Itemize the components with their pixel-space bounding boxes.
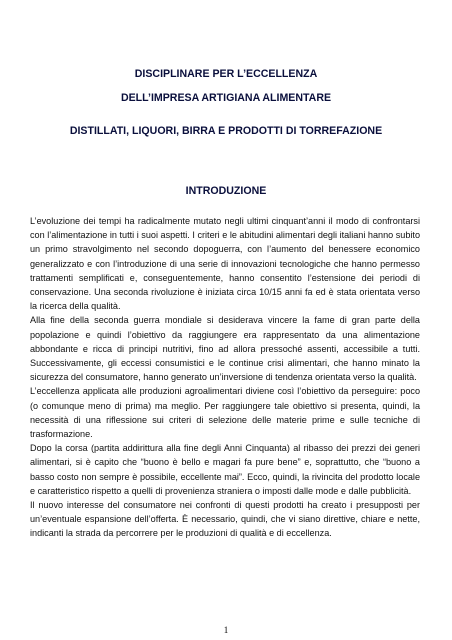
document-title-line-2: DELL’IMPRESA ARTIGIANA ALIMENTARE — [120, 92, 332, 104]
document-subtitle: DISTILLATI, LIQUORI, BIRRA E PRODOTTI DI TORREFAZIONE — [69, 125, 383, 137]
paragraph: Alla fine della seconda guerra mondiale si desiderava vincere la fame di gran parte della popolazione e quindi l’obiettivo da raggiungere era rappresentato da una alimentazione abbondante e ricca di principi nutritivi, fino ad allora pressoché assenti, accessibile a tutti. Successivamente, gli eccessi consumistici e le continue crisi alimentari, che hanno minato la sicurezza del consumatore, hanno generato un’inversione di tendenza orientata verso la qualità. — [30, 315, 420, 383]
paragraph: L’evoluzione dei tempi ha radicalmente mutato negli ultimi cinquant’anni il modo di confrontarsi con l’alimentazione in tutti i suoi aspetti. I criteri e le abitudini alimentari degli italiani hanno subito un primo stravolgimento nel secondo dopoguerra, con l’aumento del benessere economico generalizzato e con l’introduzione di una serie di innovazioni tecnologiche che hanno permesso trattamenti semplificati e, conseguentemente, hanno consentito l’estensione dei periodi di conservazione. Una seconda rivoluzione è iniziata circa 10/15 anni fa ed è stata orientata verso la ricerca della qualità. — [30, 216, 420, 312]
paragraph: Dopo la corsa (partita addirittura alla fine degli Anni Cinquanta) al ribasso dei prezzi dei generi alimentari, si è capito che “buono è bello e magari fa pure bene” e, soprattutto, che “buono a basso costo non sempre è possibile, eccellente mai”. Ecco, quindi, la rivincita del prodotto locale e caratteristico rispetto a quelli di provenienza straniera o imposti dalle mode e dalle pubblicità. — [30, 443, 420, 496]
section-heading: INTRODUZIONE — [185, 185, 267, 197]
paragraph: Il nuovo interesse del consumatore nei confronti di questi prodotti ha creato i presupposti per un’eventuale espansione dell’offerta. È necessario, quindi, che vi siano direttive, chiare e nette, indicanti la strada da percorrere per le produzioni di qualità e di eccellenza. — [30, 500, 420, 539]
paragraph: L’eccellenza applicata alle produzioni agroalimentari diviene così l’obiettivo da perseguire: poco (o comunque meno di prima) ma meglio. Per raggiungere tale obiettivo si presenta, quindi, la necessità di una riflessione sui criteri di selezione delle materie prime e sulle tecniche di trasformazione. — [30, 386, 420, 440]
page-number: 1 — [223, 625, 229, 635]
document-title-line-1: DISCIPLINARE PER L’ECCELLENZA — [134, 68, 318, 80]
body-text — [30, 214, 420, 541]
